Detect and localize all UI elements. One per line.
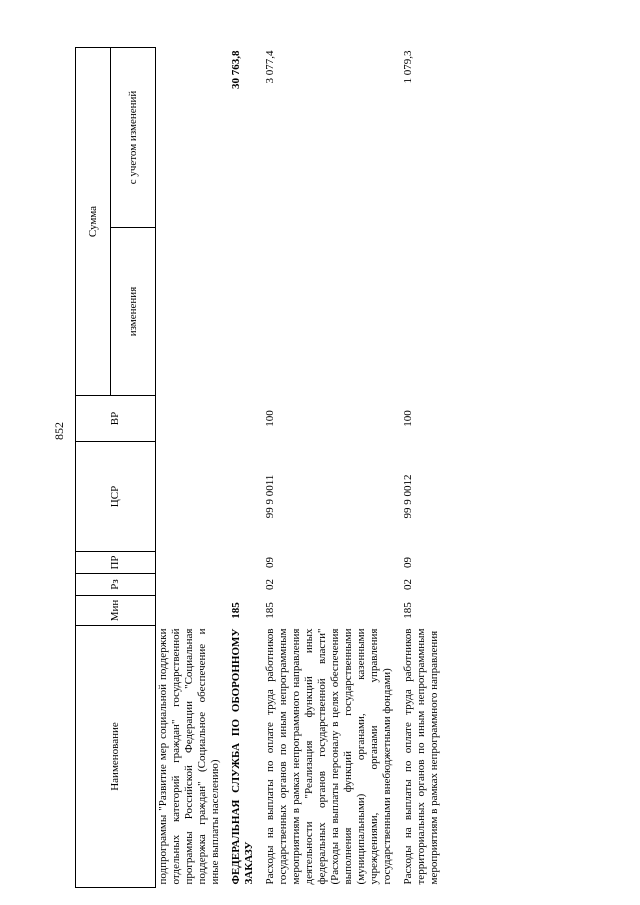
table-row (401, 48, 442, 888)
row-change (156, 228, 224, 396)
row-rz (156, 574, 224, 596)
row-pr (229, 552, 257, 574)
header-pr: ПР (76, 552, 156, 574)
row-rz: 02 (402, 579, 414, 590)
row-total: 3 077,4 (264, 50, 276, 84)
row-name: подпрограммы "Развитие мер социальной поддержки отдельных категорий граждан" государственной программы Российской Федерации "Социальная поддержка граждан" (Социальное обеспечение и иные выплаты населению) (157, 628, 221, 885)
row-csr: 99 9 0011 (264, 474, 276, 519)
row-pr (156, 552, 224, 574)
row-csr (229, 442, 257, 552)
row-change (229, 228, 257, 396)
row-rz (229, 574, 257, 596)
row-total (156, 48, 224, 228)
header-csr: ЦСР (76, 442, 156, 552)
row-vr (156, 396, 224, 442)
row-min (156, 596, 224, 626)
header-with-changes: с учетом изменений (111, 48, 156, 228)
row-vr: 100 (264, 410, 276, 427)
table-row (263, 48, 395, 888)
budget-table (75, 47, 442, 888)
row-min: 185 (264, 602, 276, 619)
row-name: ФЕДЕРАЛЬНАЯ СЛУЖБА ПО ОБОРОННОМУ ЗАКАЗУ (230, 628, 255, 885)
page-number: 852 (52, 422, 66, 440)
table-row (229, 48, 257, 888)
row-pr: 09 (402, 557, 414, 568)
row-total: 1 079,3 (402, 50, 414, 84)
row-min: 185 (230, 602, 242, 619)
row-name: Расходы на выплаты по оплате труда работников территориальных органов по иным непрограммным мероприятиям в рамках непрограммного направления (402, 628, 440, 885)
row-pr: 09 (264, 557, 276, 568)
header-vr: ВР (76, 396, 156, 442)
row-min: 185 (402, 602, 414, 619)
table-row (156, 48, 224, 888)
row-total: 30 763,8 (230, 50, 242, 89)
row-vr (229, 396, 257, 442)
row-csr: 99 9 0012 (402, 474, 414, 519)
rotated-page (75, 48, 615, 888)
row-csr (156, 442, 224, 552)
row-change (263, 228, 395, 396)
row-name: Расходы на выплаты по оплате труда работников государственных органов по иным непрограммным мероприятиям в рамках непрограммного направления деятельности "Реализация функций иных федеральных органов государственной власти" (Расходы на выплаты персоналу в целях обеспечения выполнения функций государственными (муниципальными) органами, казенными учреждениями, органами управления государственными внебюджетными фондами) (264, 628, 393, 885)
row-change (401, 228, 442, 396)
header-changes: изменения (111, 228, 156, 396)
header-name: Наименование (76, 626, 156, 888)
header-rz: Рз (76, 574, 156, 596)
row-rz: 02 (264, 579, 276, 590)
row-vr: 100 (402, 410, 414, 427)
header-sum: Сумма (76, 48, 111, 396)
header-min: Мин (76, 596, 156, 626)
